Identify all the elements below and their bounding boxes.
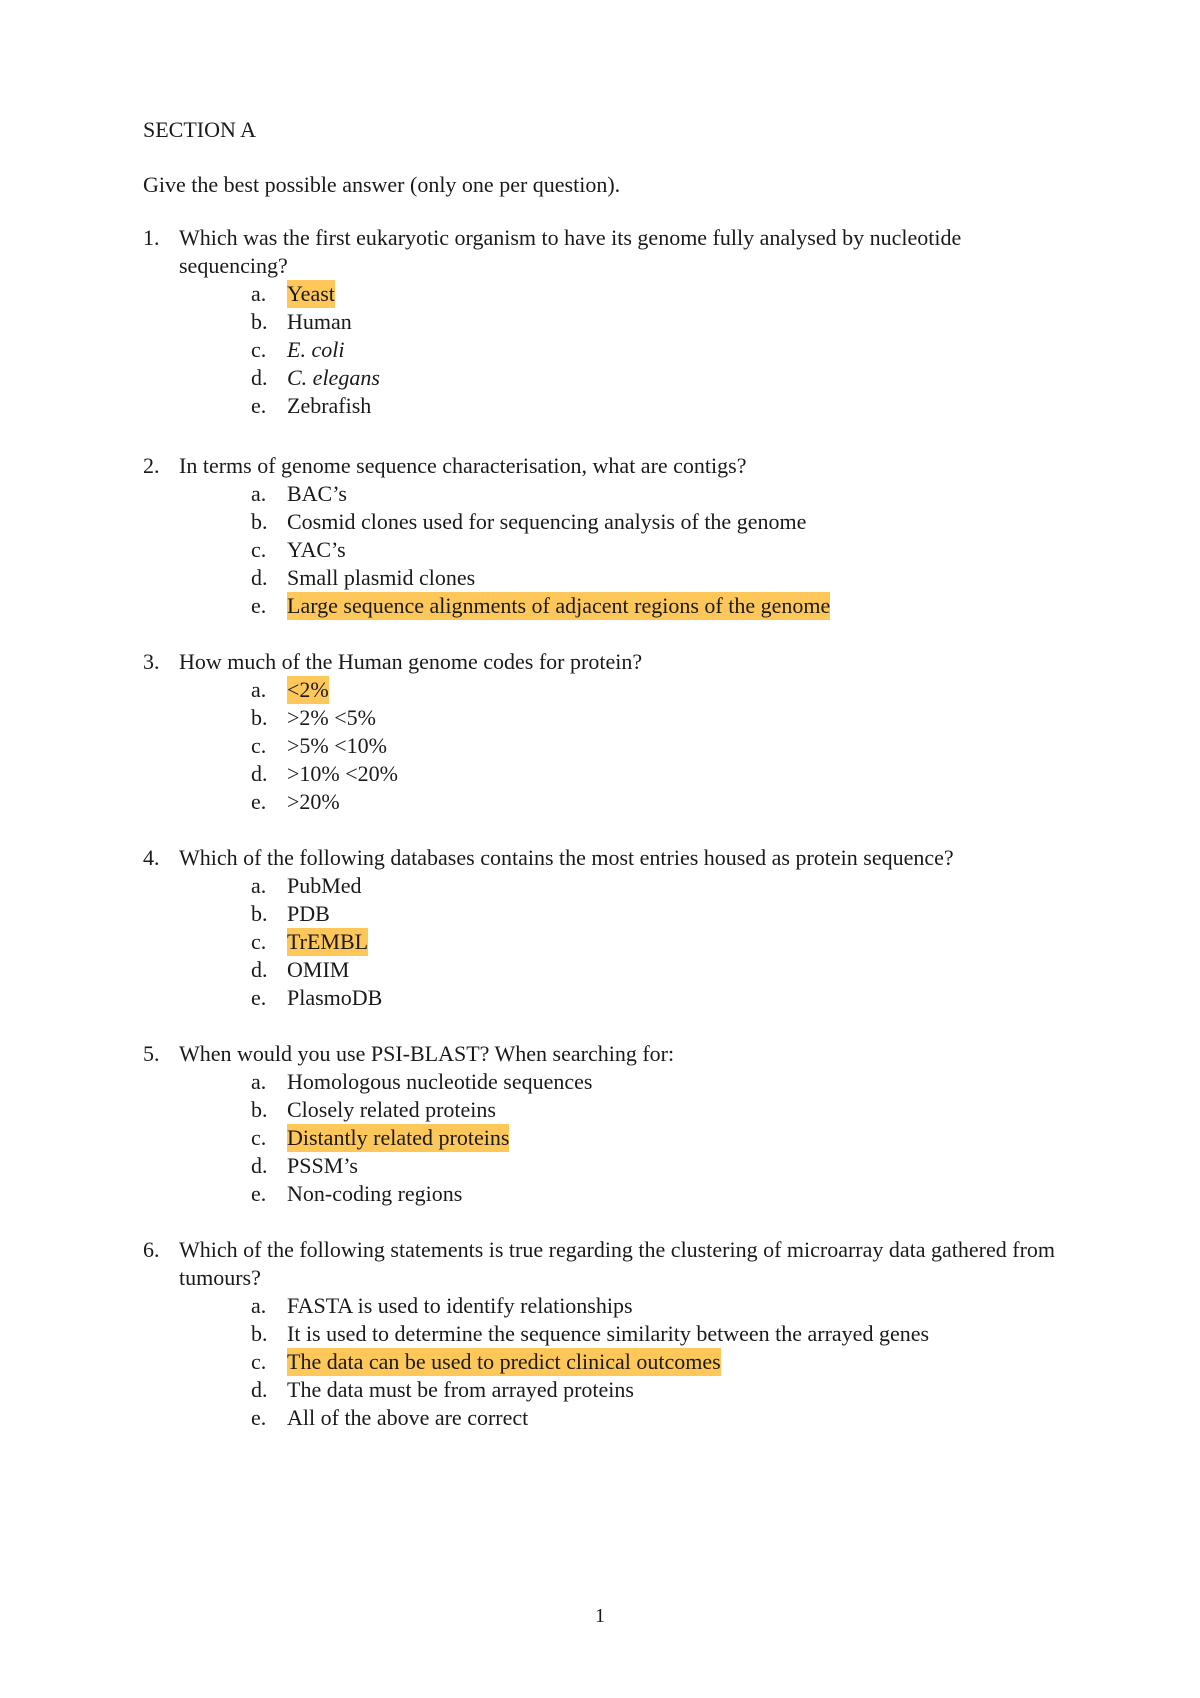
option-text: TrEMBL xyxy=(287,929,369,954)
option-text: Human xyxy=(287,309,352,334)
question-1 xyxy=(143,224,1063,420)
option-letter: c. xyxy=(251,733,267,758)
answer-options xyxy=(143,872,1063,1012)
question-text: When would you use PSI-BLAST? When searching for: xyxy=(179,1041,675,1066)
option-e xyxy=(251,984,1063,1012)
question-text: Which of the following databases contains the most entries housed as protein sequence? xyxy=(179,845,954,870)
question-number: 2. xyxy=(143,453,160,478)
option-text: Homologous nucleotide sequences xyxy=(287,1069,593,1094)
section-title: SECTION A xyxy=(143,117,257,142)
option-letter: a. xyxy=(251,677,267,702)
option-d xyxy=(251,956,1063,984)
option-letter: d. xyxy=(251,957,268,982)
option-letter: e. xyxy=(251,1181,267,1206)
option-letter: c. xyxy=(251,337,267,362)
option-letter: c. xyxy=(251,1349,267,1374)
option-d xyxy=(251,364,1063,392)
option-a xyxy=(251,480,1063,508)
option-c xyxy=(251,536,1063,564)
option-letter: a. xyxy=(251,1293,267,1318)
option-text: >10% <20% xyxy=(287,761,398,786)
option-text: Distantly related proteins xyxy=(287,1125,510,1150)
question-4 xyxy=(143,844,1063,1012)
question-number: 4. xyxy=(143,845,160,870)
option-letter: b. xyxy=(251,1097,268,1122)
question-6 xyxy=(143,1236,1063,1432)
option-text: Small plasmid clones xyxy=(287,565,476,590)
option-a xyxy=(251,1068,1063,1096)
page-number: 1 xyxy=(595,1605,605,1627)
option-text: Zebrafish xyxy=(287,393,372,418)
question-2 xyxy=(143,452,1063,620)
option-letter: e. xyxy=(251,985,267,1010)
option-text: The data can be used to predict clinical outcomes xyxy=(287,1349,721,1374)
option-e xyxy=(251,1180,1063,1208)
option-b xyxy=(251,1320,1063,1348)
option-letter: d. xyxy=(251,761,268,786)
option-text: All of the above are correct xyxy=(287,1405,529,1430)
option-b xyxy=(251,508,1063,536)
option-letter: e. xyxy=(251,593,267,618)
option-e xyxy=(251,592,1063,620)
option-b xyxy=(251,704,1063,732)
question-text: Which was the first eukaryotic organism to have its genome fully analysed by nucleotide sequencing? xyxy=(179,225,962,278)
option-b xyxy=(251,308,1063,336)
option-letter: e. xyxy=(251,1405,267,1430)
option-text: C. elegans xyxy=(287,365,380,390)
option-letter: a. xyxy=(251,281,267,306)
option-letter: c. xyxy=(251,537,267,562)
option-text: OMIM xyxy=(287,957,350,982)
option-text: PDB xyxy=(287,901,330,926)
question-number: 3. xyxy=(143,649,160,674)
option-text: PSSM’s xyxy=(287,1153,358,1178)
answer-options xyxy=(143,1292,1063,1432)
instructions: Give the best possible answer (only one per question). xyxy=(143,172,621,197)
option-letter: a. xyxy=(251,481,267,506)
option-text: >2% <5% xyxy=(287,705,376,730)
question-text: How much of the Human genome codes for protein? xyxy=(179,649,643,674)
option-text: FASTA is used to identify relationships xyxy=(287,1293,633,1318)
option-text: It is used to determine the sequence similarity between the arrayed genes xyxy=(287,1321,930,1346)
option-text: >5% <10% xyxy=(287,733,387,758)
answer-options xyxy=(143,480,1063,620)
option-text: Cosmid clones used for sequencing analysis of the genome xyxy=(287,509,807,534)
option-text: The data must be from arrayed proteins xyxy=(287,1377,634,1402)
question-text: Which of the following statements is true regarding the clustering of microarray data gathered from tumours? xyxy=(179,1237,1056,1290)
question-5 xyxy=(143,1040,1063,1208)
option-a xyxy=(251,1292,1063,1320)
option-text: Large sequence alignments of adjacent regions of the genome xyxy=(287,593,831,618)
option-text: Yeast xyxy=(287,281,335,306)
option-a xyxy=(251,872,1063,900)
answer-options xyxy=(143,1068,1063,1208)
option-a xyxy=(251,676,1063,704)
option-text: <2% xyxy=(287,677,329,702)
option-letter: c. xyxy=(251,1125,267,1150)
option-letter: d. xyxy=(251,1377,268,1402)
option-text: E. coli xyxy=(287,337,345,362)
option-e xyxy=(251,392,1063,420)
option-d xyxy=(251,1376,1063,1404)
option-letter: d. xyxy=(251,365,268,390)
option-b xyxy=(251,1096,1063,1124)
option-c xyxy=(251,928,1063,956)
option-letter: b. xyxy=(251,509,268,534)
option-d xyxy=(251,564,1063,592)
answer-options xyxy=(143,280,1063,420)
option-letter: e. xyxy=(251,393,267,418)
option-c xyxy=(251,1124,1063,1152)
question-3 xyxy=(143,648,1063,816)
option-c xyxy=(251,336,1063,364)
option-text: YAC’s xyxy=(287,537,346,562)
option-a xyxy=(251,280,1063,308)
option-text: Non-coding regions xyxy=(287,1181,463,1206)
option-letter: b. xyxy=(251,1321,268,1346)
question-text: In terms of genome sequence characterisation, what are contigs? xyxy=(179,453,747,478)
option-text: >20% xyxy=(287,789,340,814)
option-d xyxy=(251,760,1063,788)
option-b xyxy=(251,900,1063,928)
option-text: PubMed xyxy=(287,873,362,898)
option-text: BAC’s xyxy=(287,481,347,506)
option-e xyxy=(251,1404,1063,1432)
question-number: 1. xyxy=(143,225,160,250)
answer-options xyxy=(143,676,1063,816)
option-e xyxy=(251,788,1063,816)
option-letter: a. xyxy=(251,1069,267,1094)
option-letter: d. xyxy=(251,565,268,590)
option-letter: a. xyxy=(251,873,267,898)
question-number: 5. xyxy=(143,1041,160,1066)
option-d xyxy=(251,1152,1063,1180)
option-c xyxy=(251,1348,1063,1376)
option-letter: c. xyxy=(251,929,267,954)
option-letter: b. xyxy=(251,705,268,730)
option-letter: b. xyxy=(251,901,268,926)
option-c xyxy=(251,732,1063,760)
option-text: PlasmoDB xyxy=(287,985,383,1010)
option-letter: e. xyxy=(251,789,267,814)
option-text: Closely related proteins xyxy=(287,1097,496,1122)
question-number: 6. xyxy=(143,1237,160,1262)
option-letter: b. xyxy=(251,309,268,334)
option-letter: d. xyxy=(251,1153,268,1178)
